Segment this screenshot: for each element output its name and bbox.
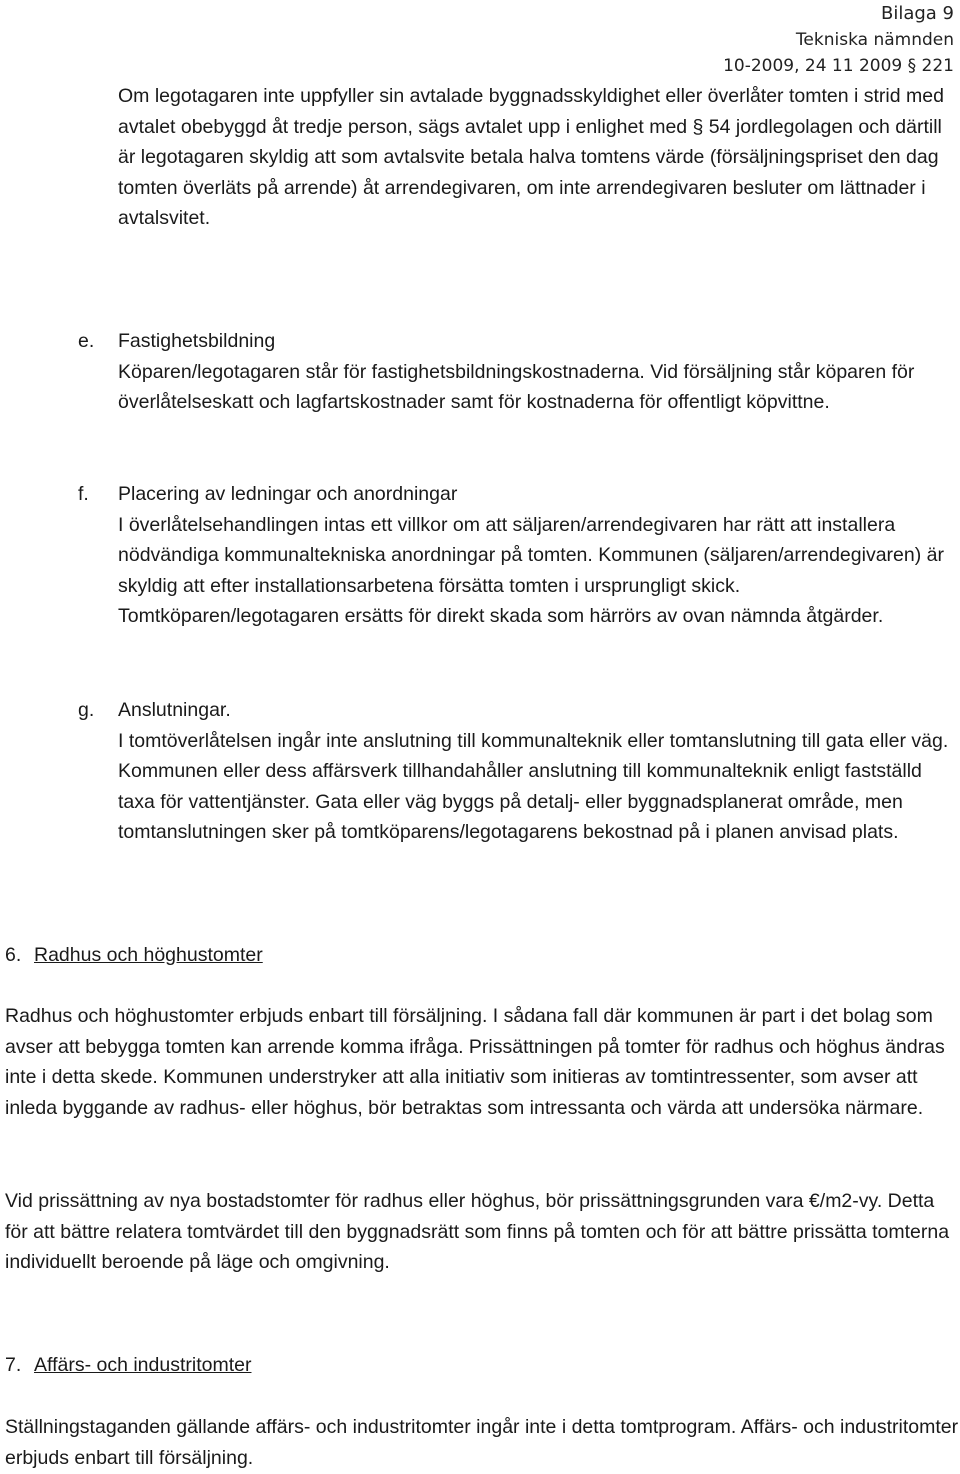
intro-paragraph: Om legotagaren inte uppfyller sin avtalade byggnadsskyldighet eller överlåter tomten i strid med avtalet obebyggd åt tredje person, sägs avtalet upp i enlighet med § 54 jordlegolagen och därtill är legotagaren skyldig att som avtalsvite betala halva tomtens värde (försäljningspriset den dag tomten överläts på arrende) åt arrendegivaren, om inte arrendegivaren besluter om lättnader i avtalsvitet.: [118, 85, 944, 230]
section-title: Anslutningar.: [118, 699, 231, 721]
heading-title: Radhus och höghustomter: [34, 944, 263, 966]
section-title: Fastighetsbildning: [118, 330, 276, 352]
section-marker: e.: [78, 330, 95, 352]
heading-number: 6.: [5, 944, 22, 966]
heading-7: [5, 1350, 251, 1381]
page-header: [723, 0, 954, 79]
header-committee: Tekniska nämnden: [795, 30, 954, 50]
heading-number: 7.: [5, 1354, 22, 1376]
paragraph-7: Ställningstaganden gällande affärs- och industritomter ingår inte i detta tomtprogram. Affärs- och industritomter erbjuds enbart till försäljning.: [5, 1416, 959, 1469]
section-body: I överlåtelsehandlingen intas ett villkor om att säljaren/arrendegivaren har rätt att installera nödvändiga kommunaltekniska anordningar på tomten. Kommunen (säljaren/arrendegivaren) är skyldig att efter installationsarbetena försätta tomten i ursprungligt skick. Tomtköparen/legotagaren ersätts för direkt skada som härrörs av ovan nämnda åtgärder.: [118, 513, 944, 628]
section-marker: g.: [78, 699, 95, 721]
paragraph-6b: Vid prissättning av nya bostadstomter för radhus eller höghus, bör prissättningsgrunden vara €/m2-vy. Detta för att bättre relatera tomtvärdet till den byggnadsrätt som finns på tomten och för att bättre prissätta tomterna individuellt beroende på läge och omgivning.: [5, 1190, 950, 1274]
paragraph-6a: Radhus och höghustomter erbjuds enbart till försäljning. I sådana fall där kommunen är part i det bolag som avser att bebygga tomten kan arrende komma ifråga. Prissättningen på tomter för radhus och höghus ändras inte i detta skede. Kommunen understryker att alla initiativ som initieras av tomtintressenter, som avser att inleda byggande av radhus- eller höghus, bör betraktas som intressanta och värda att undersöka närmare.: [5, 1005, 945, 1119]
section-body: I tomtöverlåtelsen ingår inte anslutning till kommunalteknik eller tomtanslutning till gata eller väg. Kommunen eller dess affärsverk tillhandahåller anslutning till kommunalteknik enligt fastställd taxa för vattentjänster. Gata eller väg byggs på detalj- eller byggnadsplanerat område, men tomtanslutningen sker på tomtköparens/legotagarens bekostnad på i planen anvisad plats.: [118, 729, 949, 844]
heading-6: [5, 940, 263, 971]
heading-title: Affärs- och industritomter: [34, 1354, 252, 1376]
section-body: Köparen/legotagaren står för fastighetsbildningskostnaderna. Vid försäljning står köparen för överlåtelseskatt och lagfartskostnader samt för kostnaderna för offentligt köpvittne.: [118, 360, 915, 414]
header-attachment-label: Bilaga 9: [880, 3, 954, 24]
section-title: Placering av ledningar och anordningar: [118, 483, 458, 505]
header-reference: 10-2009, 24 11 2009 § 221: [723, 56, 954, 76]
section-marker: f.: [78, 483, 89, 505]
